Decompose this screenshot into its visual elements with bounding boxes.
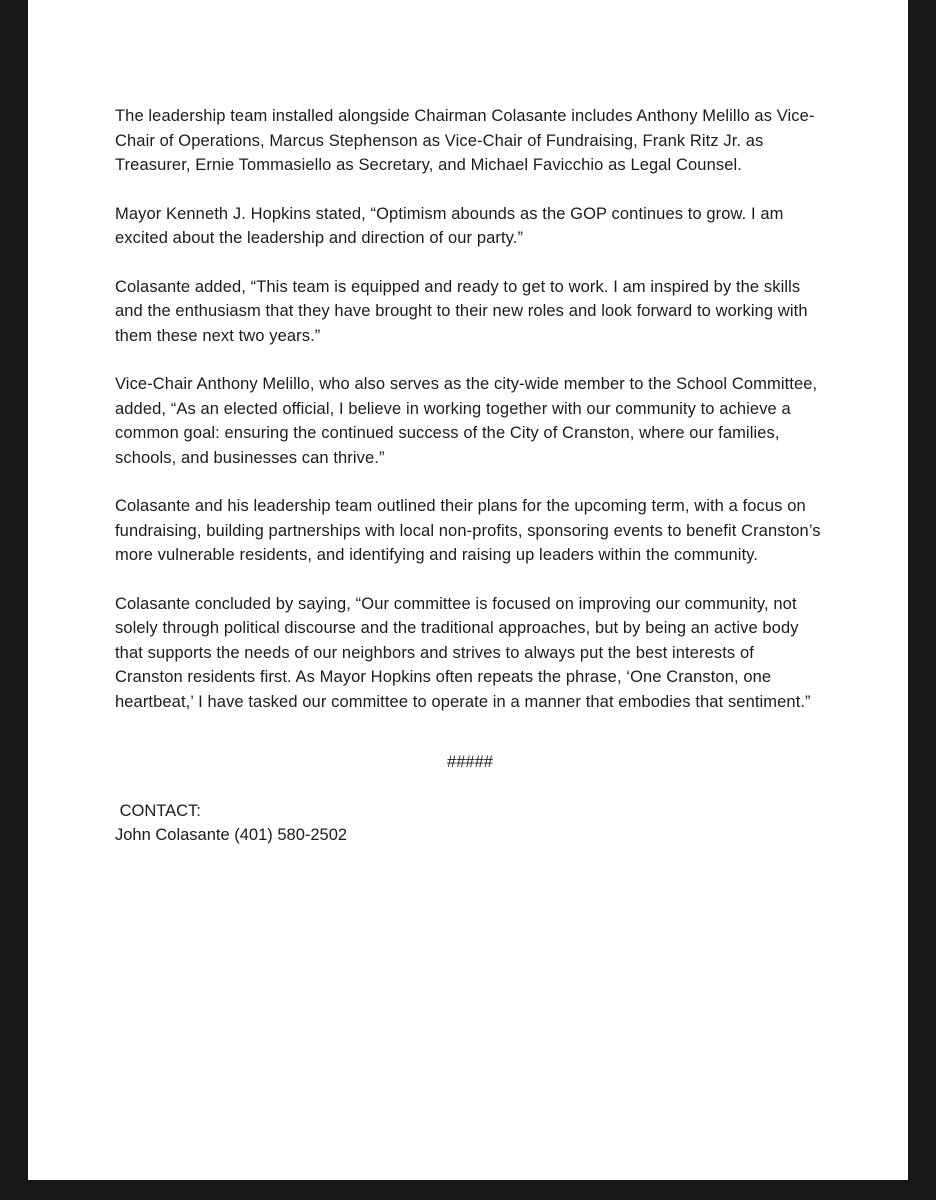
paragraph-colasante-quote: Colasante added, “This team is equipped and ready to get to work. I am inspired by the skills and the enthusiasm that they have brought to their new roles and look forward to working with them these next two years.” [115, 277, 808, 345]
page-bottom-frame [28, 1180, 908, 1200]
contact-value: John Colasante (401) 580-2502 [115, 826, 348, 844]
contact-label: CONTACT: [115, 801, 201, 820]
paragraph-plans: Colasante and his leadership team outlined their plans for the upcoming term, with a focus on fundraising, building partnerships with local non-profits, sponsoring events to benefit Cranston’s more vulnerable residents, and identifying and raising up leaders within the community. [115, 497, 821, 564]
paragraph-conclusion: Colasante concluded by saying, “Our committee is focused on improving our community, not solely through political discourse and the traditional approaches, but by being an active body that supports the needs of our neighbors and strives to always put the best interests of Cranston residents first. As Mayor Hopkins often repeats the phrase, ‘One Cranston, one heartbeat,’ I have tasked our committee to operate in a manner that embodies that sentiment.” [115, 594, 811, 711]
paragraph-mayor-quote: Mayor Kenneth J. Hopkins stated, “Optimism abounds as the GOP continues to grow. I am excited about the leadership and direction of our party.” [115, 204, 784, 247]
document-page [28, 0, 908, 1180]
document-body [115, 104, 825, 848]
contact-block [115, 799, 825, 848]
end-marker: ##### [447, 753, 493, 771]
paragraph-melillo-quote: Vice-Chair Anthony Melillo, who also serves as the city-wide member to the School Committee, added, “As an elected official, I believe in working together with our community to achieve a common goal: ensuring the continued success of the City of Cranston, where our families, schools, and businesses can thrive.” [115, 375, 818, 467]
paragraph-leadership-team: The leadership team installed alongside Chairman Colasante includes Anthony Melillo as Vice-Chair of Operations, Marcus Stephenson as Vice-Chair of Fundraising, Frank Ritz Jr. as Treasurer, Ernie Tommasiello as Secretary, and Michael Favicchio as Legal Counsel. [115, 107, 815, 174]
